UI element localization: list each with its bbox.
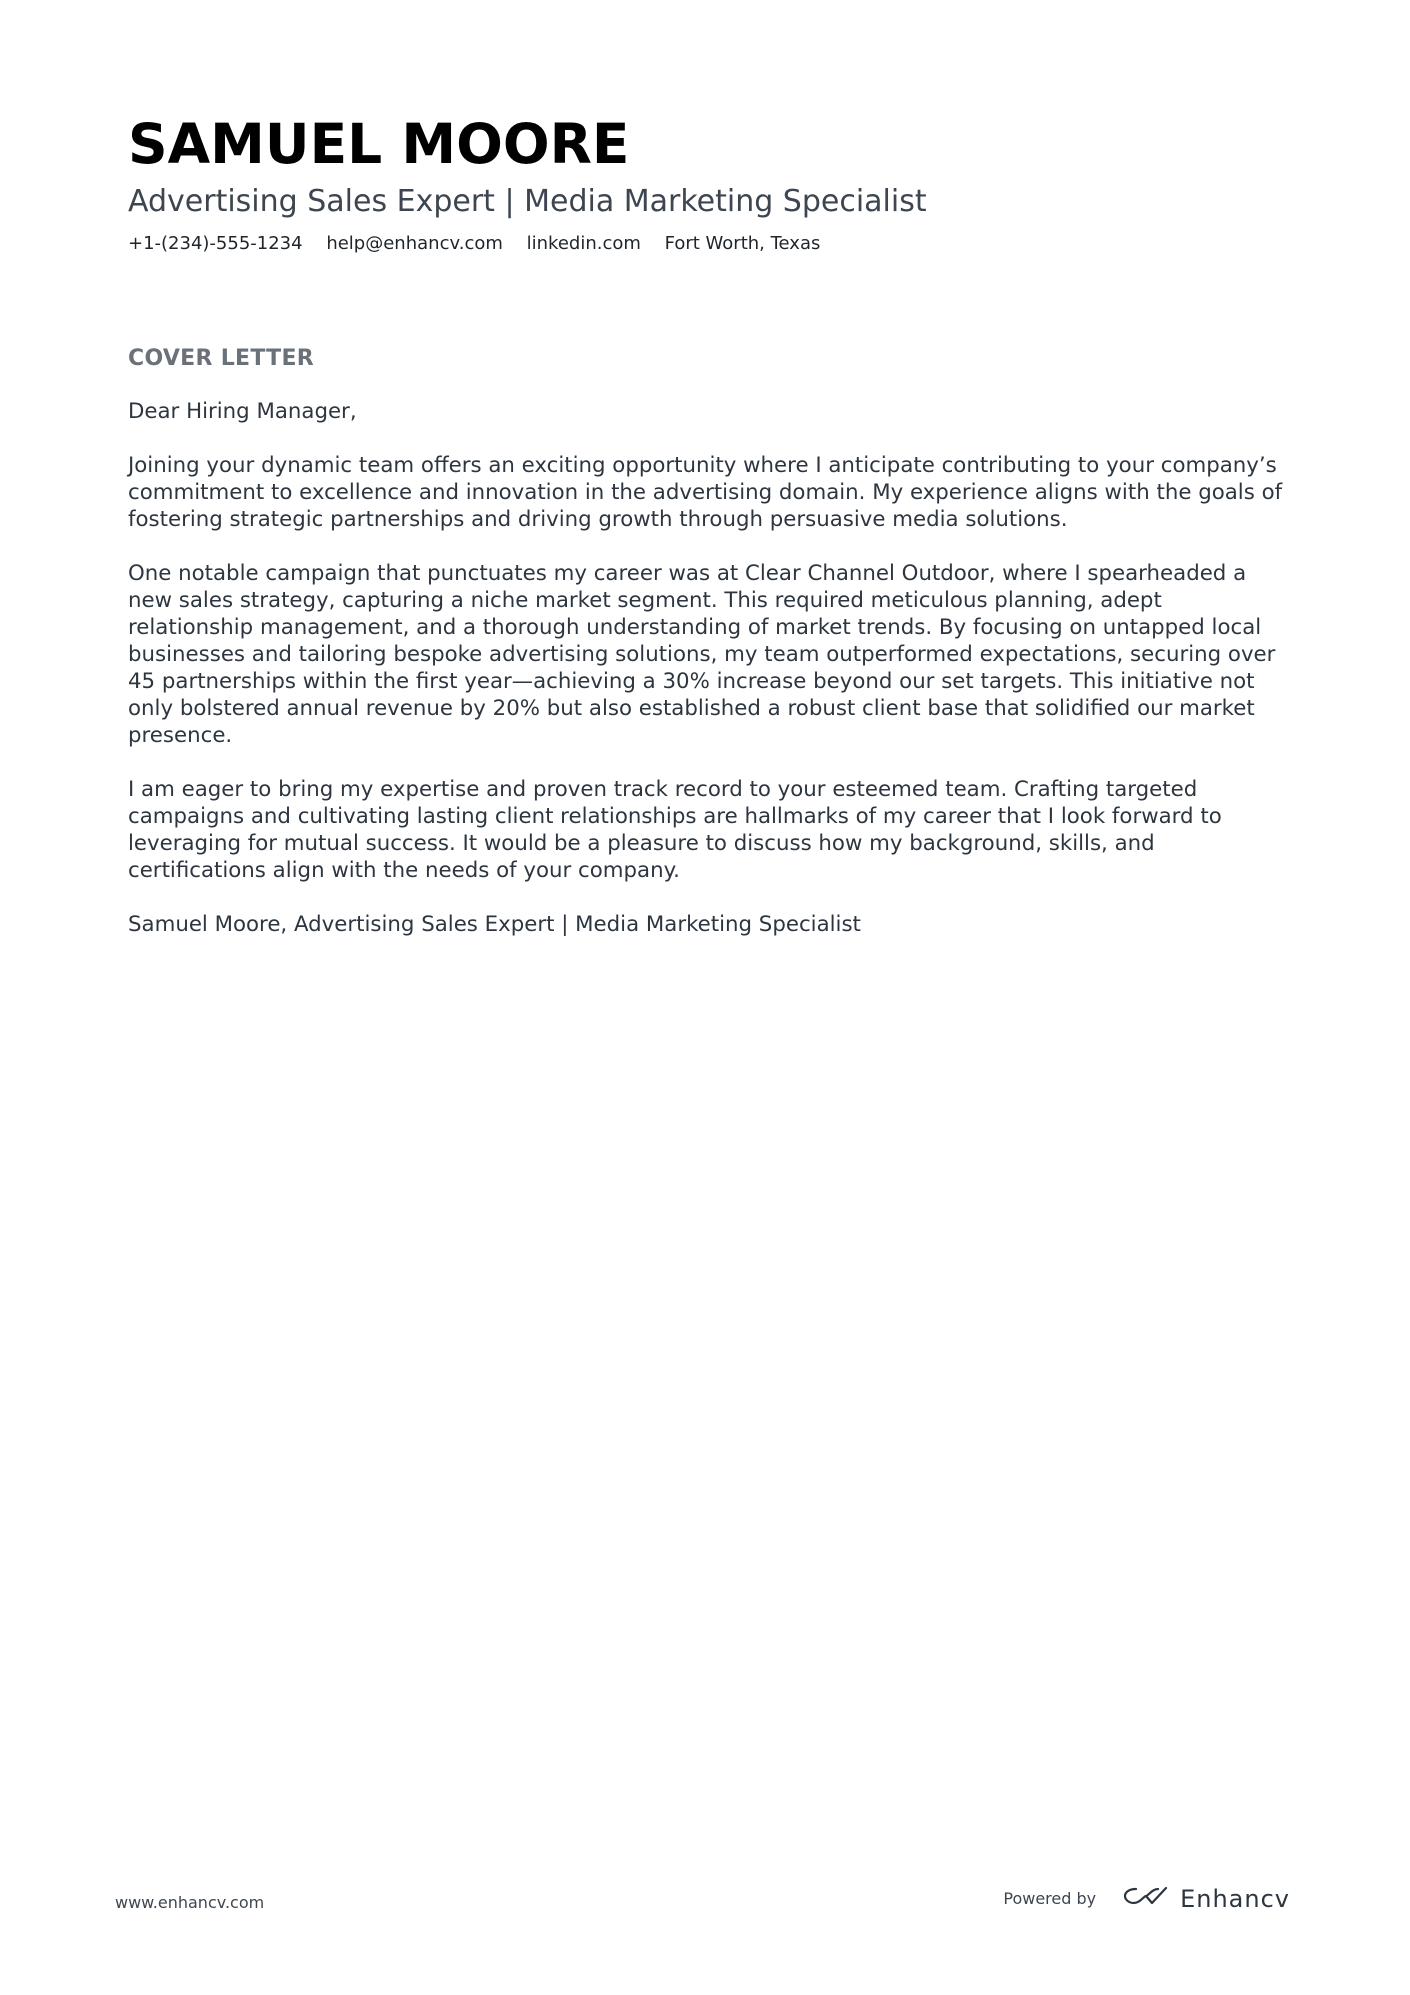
powered-by-label: Powered by <box>1003 1889 1097 1908</box>
section-title: COVER LETTER <box>128 346 315 371</box>
enhancv-logo-icon <box>1122 1884 1170 1913</box>
brand-name: Enhancv <box>1180 1884 1290 1913</box>
brand-logo[interactable] <box>1122 1884 1290 1913</box>
letter-paragraph: One notable campaign that punctuates my career was at Clear Channel Outdoor, where I spearheaded a new sales strategy, capturing a niche market segment. This required meticulous planning, adept relationship management, and a thorough understanding of market trends. By focusing on untapped local businesses and tailoring bespoke advertising solutions, my team outperformed expectations, securing over 45 partnerships within the first year—achieving a 30% increase beyond our set targets. This initiative not only bolstered annual revenue by 20% but also established a robust client base that solidified our market presence. <box>128 561 1276 748</box>
contact-phone: +1-(234)-555-1234 <box>128 233 303 254</box>
header <box>128 110 1278 256</box>
letter-paragraph: I am eager to bring my expertise and proven track record to your esteemed team. Crafting targeted campaigns and cultivating lasting client relationships are hallmarks of my career that I look forward to leveraging for mutual success. It would be a pleasure to discuss how my background, skills, and certifications align with the needs of your company. <box>128 777 1222 883</box>
letter-body <box>128 398 1288 965</box>
letter-paragraph: Joining your dynamic team offers an exciting opportunity where I anticipate contributing to your company’s commitment to excellence and innovation in the advertising domain. My experience aligns with the goals of fostering strategic partnerships and driving growth through persuasive media solutions. <box>128 453 1283 532</box>
candidate-title: Advertising Sales Expert | Media Marketing Specialist <box>128 184 927 219</box>
contact-email[interactable]: help@enhancv.com <box>326 233 503 254</box>
letter-greeting: Dear Hiring Manager, <box>128 399 357 424</box>
contact-linkedin[interactable]: linkedin.com <box>526 233 641 254</box>
footer-website[interactable]: www.enhancv.com <box>115 1893 265 1912</box>
candidate-name: SAMUEL MOORE <box>128 112 630 176</box>
footer-branding <box>1003 1884 1290 1913</box>
contact-info <box>128 232 1278 256</box>
letter-signature: Samuel Moore, Advertising Sales Expert | Media Marketing Specialist <box>128 912 861 937</box>
contact-location: Fort Worth, Texas <box>664 233 821 254</box>
